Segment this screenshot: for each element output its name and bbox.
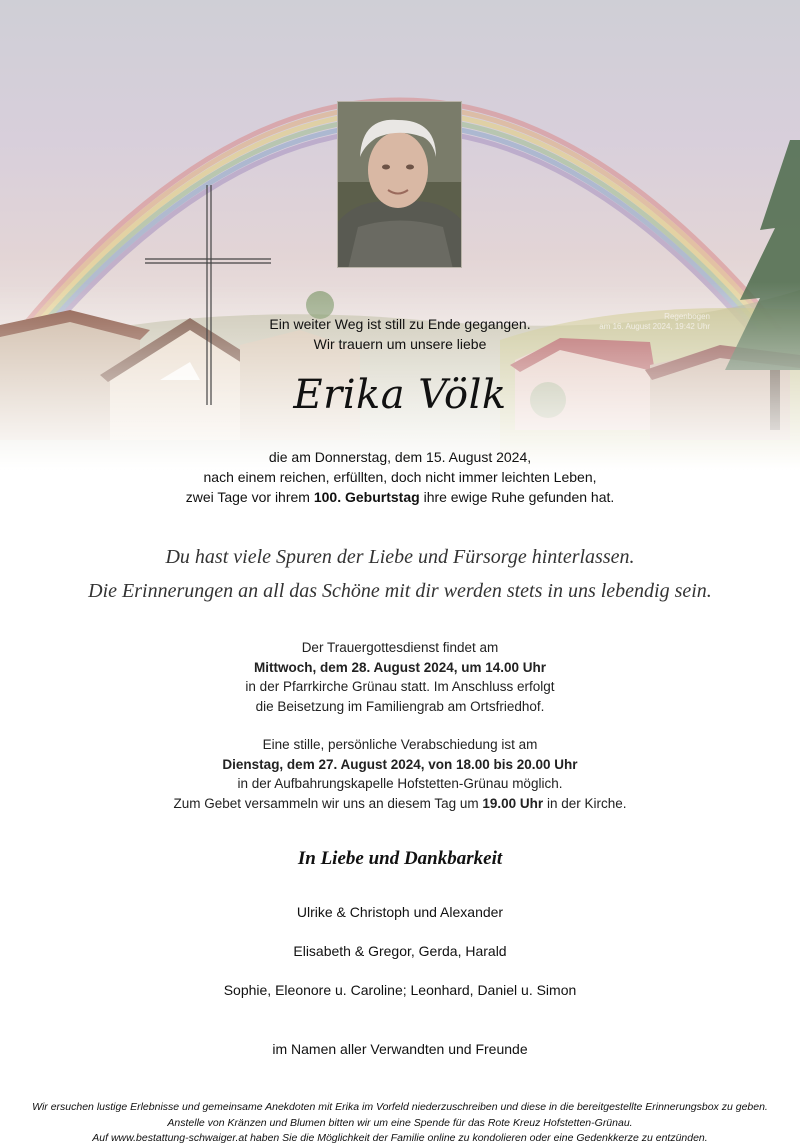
intro-line: Wir trauern um unsere liebe xyxy=(313,336,487,352)
bold-text: Dienstag, dem 27. August 2024, von 18.00 bis 20.00 Uhr xyxy=(222,756,578,772)
life-line: nach einem reichen, erfüllten, doch nicht immer leichten Leben, xyxy=(203,469,597,485)
footer-notes xyxy=(0,1100,800,1147)
farewell-line: in der Aufbahrungskapelle Hofstetten-Grünau möglich. xyxy=(237,776,563,791)
farewell-date xyxy=(0,755,800,775)
birthday-line xyxy=(0,487,800,507)
text-part: ihre ewige Ruhe gefunden hat. xyxy=(419,489,615,505)
service-line: die Beisetzung im Familiengrab am Ortsfriedhof. xyxy=(255,698,545,714)
quote-line: Die Erinnerungen an all das Schöne mit dir werden stets in uns lebendig sein. xyxy=(88,580,712,602)
bold-text: 19.00 Uhr xyxy=(482,795,544,811)
family-line: Ulrike & Christoph und Alexander xyxy=(296,904,504,920)
family-line: Sophie, Eleonore u. Caroline; Leonhard, Daniel u. Simon xyxy=(223,982,577,998)
farewell-info xyxy=(0,735,800,813)
footer-line: Anstelle von Kränzen und Blumen bitten wir um eine Spende für das Rote Kreuz Hofstetten-Grünau. xyxy=(167,1116,633,1129)
text-part: in der Kirche. xyxy=(543,795,627,811)
text-part: Zum Gebet versammeln wir uns an diesem Tag um xyxy=(173,795,483,811)
family-line: Elisabeth & Gregor, Gerda, Harald xyxy=(293,943,507,959)
footer-line: Auf www.bestattung-schwaiger.at haben Sie die Möglichkeit der Familie online zu kondolieren oder eine Gedenkkerze zu entzünden. xyxy=(92,1132,708,1144)
bold-text: Mittwoch, dem 28. August 2024, um 14.00 Uhr xyxy=(253,659,547,675)
deceased-name: Erika Völk xyxy=(293,372,507,418)
service-line: Der Trauergottesdienst findet am xyxy=(301,640,499,655)
death-date-line: die am Donnerstag, dem 15. August 2024, xyxy=(268,449,532,465)
death-notice xyxy=(0,447,800,507)
farewell-line: Eine stille, persönliche Verabschiedung ist am xyxy=(262,737,538,752)
portrait-photo xyxy=(337,101,462,268)
intro-text xyxy=(0,314,800,354)
intro-line: Ein weiter Weg ist still zu Ende gegangen. xyxy=(269,316,531,332)
bold-text: 100. Geburtstag xyxy=(313,489,420,505)
funeral-service-info xyxy=(0,638,800,716)
service-line: in der Pfarrkirche Grünau statt. Im Anschluss erfolgt xyxy=(245,679,555,694)
memorial-quote xyxy=(0,540,800,608)
quote-line: Du hast viele Spuren der Liebe und Fürsorge hinterlassen. xyxy=(165,546,635,568)
service-date xyxy=(0,658,800,678)
prayer-line xyxy=(0,794,800,814)
footer-line: Wir ersuchen lustige Erlebnisse und gemeinsame Anekdoten mit Erika im Vorfeld niederzuschreiben und diese in die bereitgestellte Erinnerungsbox zu geben. xyxy=(32,1101,768,1113)
portrait-illustration xyxy=(338,102,462,268)
photo-caption-title: Regenbogen xyxy=(664,312,710,321)
relatives-line: im Namen aller Verwandten und Freunde xyxy=(272,1041,528,1057)
photo-caption-date: am 16. August 2024, 19:42 Uhr xyxy=(599,322,710,331)
thanks-heading: In Liebe und Dankbarkeit xyxy=(297,848,503,869)
text-part: zwei Tage vor ihrem xyxy=(185,489,314,505)
